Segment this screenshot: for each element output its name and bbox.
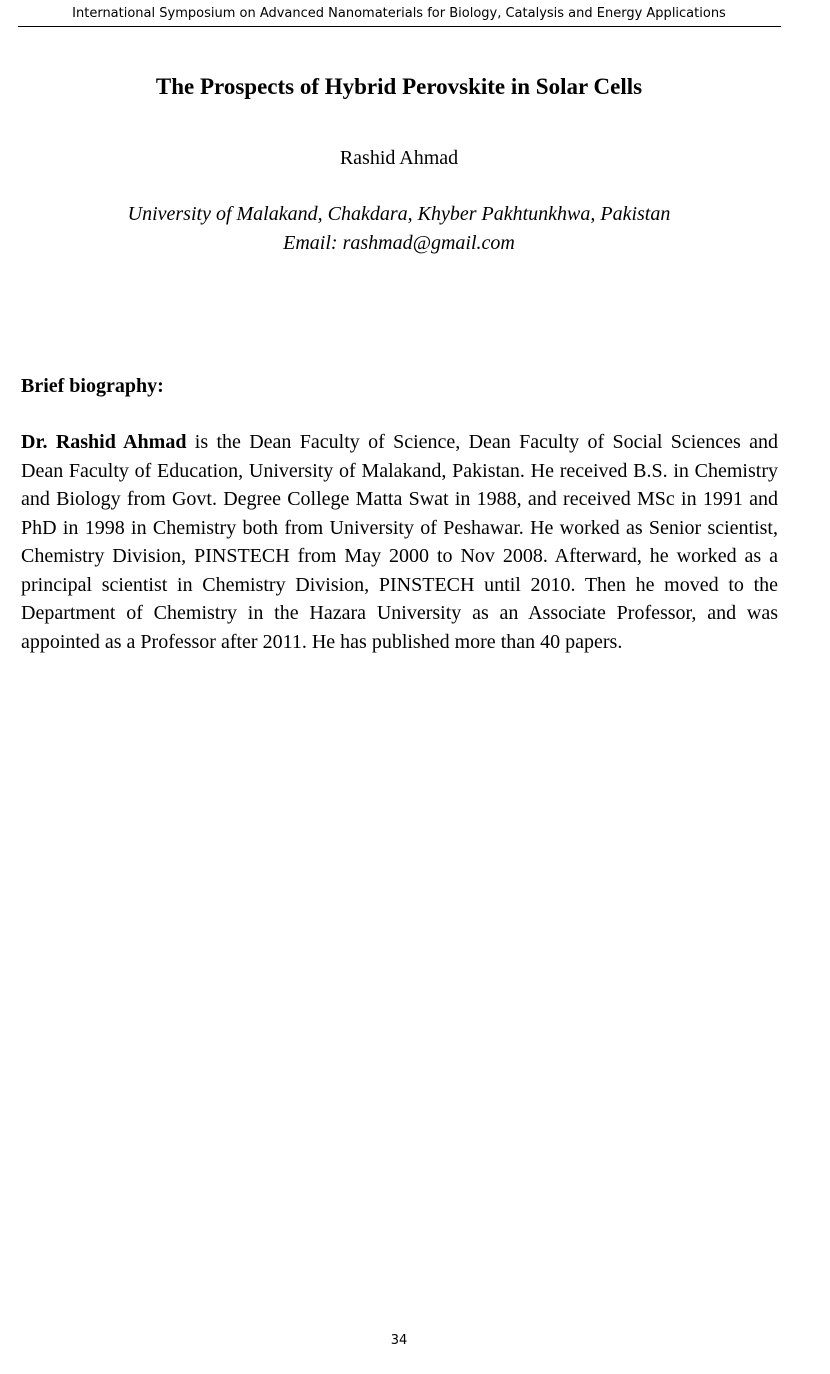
paper-title: The Prospects of Hybrid Perovskite in Solar Cells xyxy=(155,74,643,99)
biography-name-lead: Dr. Rashid Ahmad xyxy=(21,431,187,453)
running-header: International Symposium on Advanced Nanomaterials for Biology, Catalysis and Energy Applications xyxy=(72,6,726,21)
author-name: Rashid Ahmad xyxy=(339,147,459,169)
biography-heading: Brief biography: xyxy=(21,375,164,397)
biography-text: is the Dean Faculty of Science, Dean Faculty of Social Sciences and Dean Faculty of Education, University of Malakand, Pakistan. He received B.S. in Chemistry and Biology from Govt. Degree College Matta Swat in 1988, and received MSc in 1991 and PhD in 1998 in Chemistry both from University of Peshawar. He worked as Senior scientist, Chemistry Division, PINSTECH from May 2000 to Nov 2008. Afterward, he worked as a principal scientist in Chemistry Division, PINSTECH until 2010. Then he moved to the Department of Chemistry in the Hazara University as an Associate Professor, and was appointed as a Professor after 2011. He has published more than 40 papers. xyxy=(21,431,778,653)
author-email: Email: rashmad@gmail.com xyxy=(283,232,515,254)
affiliation-line: University of Malakand, Chakdara, Khyber Pakhtunkhwa, Pakistan xyxy=(127,203,671,225)
header-divider xyxy=(18,26,781,27)
affiliation-block xyxy=(18,200,780,258)
page-number: 34 xyxy=(390,1333,408,1348)
biography-paragraph xyxy=(21,428,778,656)
